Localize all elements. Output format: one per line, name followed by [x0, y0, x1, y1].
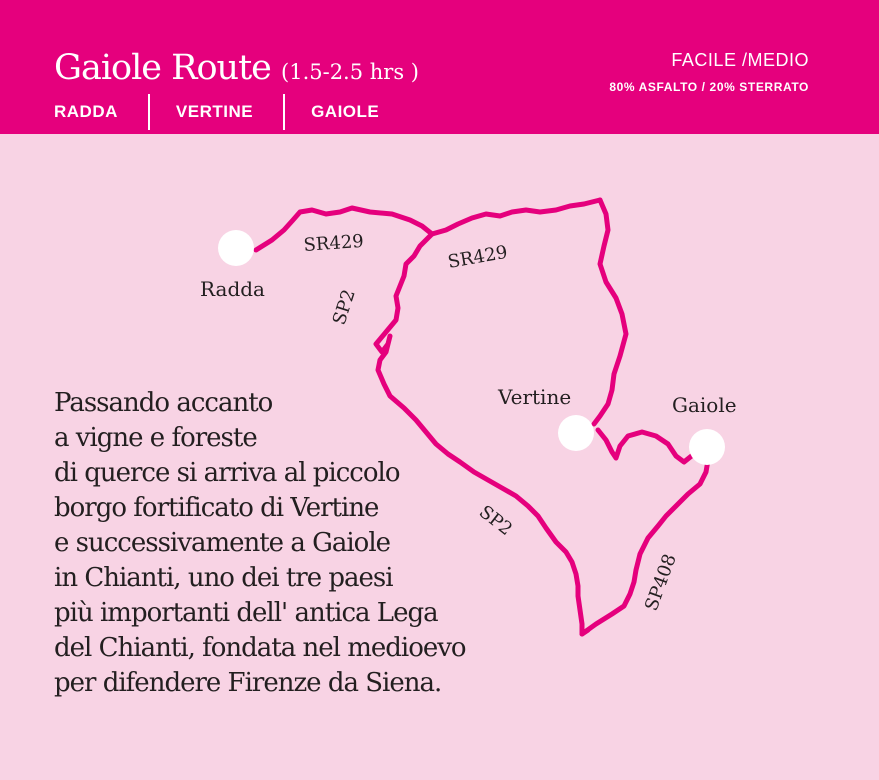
town-marker-gaiole[interactable]: [689, 429, 725, 465]
difficulty-medium: MEDIO: [747, 50, 809, 70]
stop-divider: [283, 94, 285, 130]
stop-divider: [148, 94, 150, 130]
road-vertine-gaiole: [598, 430, 704, 462]
description-line: e successivamente a Gaiole: [54, 528, 391, 558]
town-marker-vertine[interactable]: [558, 415, 594, 451]
road-label-sp2-north: SP2: [328, 286, 360, 328]
description-line: di querce si arriva al piccolo: [54, 458, 400, 488]
description-line: del Chianti, fondata nel medioevo: [54, 633, 466, 663]
route-title: [54, 44, 419, 96]
difficulty-easy: FACILE: [671, 50, 737, 70]
route-description: [54, 386, 466, 701]
town-label-radda: Radda: [200, 277, 265, 301]
description-line: a vigne e foreste: [54, 423, 257, 453]
description-line: Passando accanto: [54, 388, 273, 418]
road-label-sp2-south: SP2: [474, 501, 517, 541]
difficulty-separator: /: [741, 50, 748, 70]
difficulty-label: [671, 50, 809, 71]
town-marker-radda[interactable]: [218, 230, 254, 266]
road-label-sr429-west: SR429: [302, 230, 365, 256]
road-sr429-east: [432, 200, 600, 234]
town-label-gaiole: Gaiole: [672, 393, 737, 417]
road-east-side: [594, 200, 626, 424]
route-duration: (1.5-2.5 hrs ): [281, 60, 419, 84]
surface-label: 80% ASFALTO / 20% STERRATO: [609, 80, 809, 94]
stop-vertine: VERTINE: [175, 102, 254, 121]
road-label-sp408: SP408: [640, 551, 681, 614]
stop-radda: RADDA: [54, 102, 118, 121]
header-banner: [0, 0, 879, 134]
description-line: più importanti dell' antica Lega: [54, 598, 438, 628]
route-name: Gaiole Route: [54, 48, 271, 88]
town-label-vertine: Vertine: [498, 385, 572, 409]
stop-gaiole: GAIOLE: [311, 102, 380, 121]
route-stops: [54, 94, 379, 130]
description-line: borgo fortificato di Vertine: [54, 493, 379, 523]
description-line: per difendere Firenze da Siena.: [54, 668, 442, 698]
description-line: in Chianti, uno dei tre paesi: [54, 563, 393, 593]
road-label-sr429-east: SR429: [446, 241, 510, 273]
